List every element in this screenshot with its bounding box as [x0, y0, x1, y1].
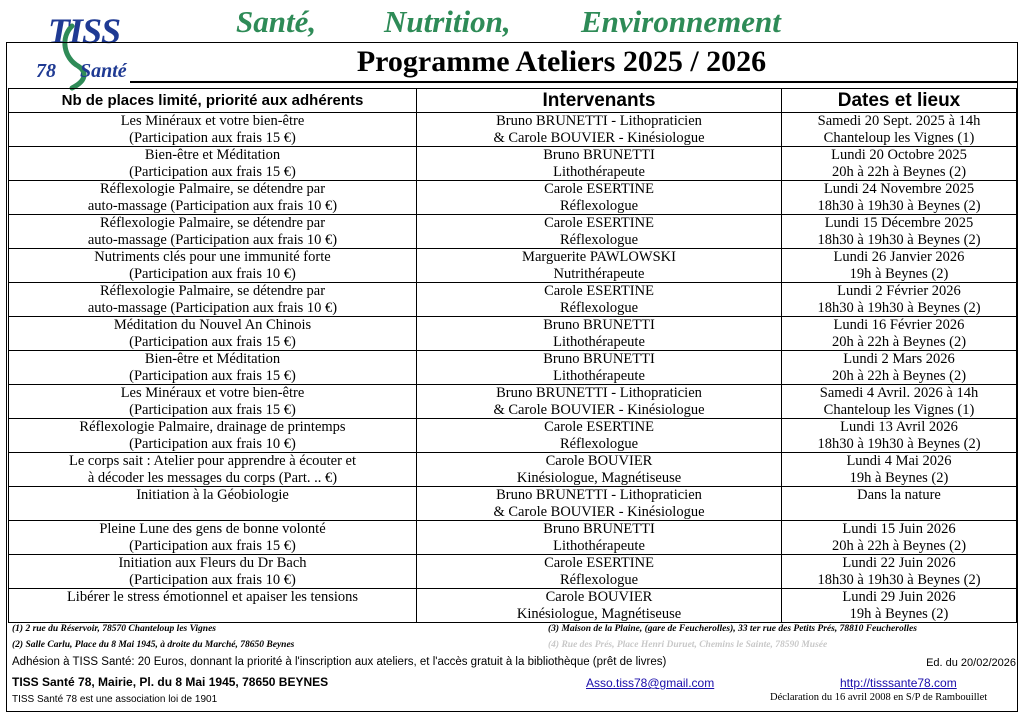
atelier-cell-line: Pleine Lune des gens de bonne volonté — [99, 521, 326, 537]
date-cell-line: 19h à Beynes (2) — [849, 469, 949, 486]
intervenant-cell-line: Nutrithérapeute — [553, 265, 645, 282]
table-row — [9, 453, 1017, 487]
intervenant-cell-line: Carole ESERTINE — [544, 283, 654, 299]
date-cell-line: Chanteloup les Vignes (1) — [823, 401, 975, 418]
intervenant-cell — [417, 283, 782, 317]
atelier-cell-line: (Participation aux frais 10 €) — [129, 571, 296, 588]
tagline — [236, 4, 836, 44]
atelier-cell — [9, 555, 417, 589]
atelier-cell — [9, 453, 417, 487]
intervenant-cell-line: Réflexologue — [559, 571, 639, 588]
date-cell — [782, 419, 1017, 453]
table-row — [9, 351, 1017, 385]
atelier-cell-line: Les Minéraux et votre bien-être — [120, 113, 305, 129]
atelier-cell-line: Initiation aux Fleurs du Dr Bach — [118, 555, 307, 571]
date-cell — [782, 113, 1017, 147]
atelier-cell-line: Réflexologie Palmaire, se détendre par — [99, 181, 326, 197]
date-cell — [782, 385, 1017, 419]
intervenant-cell-line: Lithothérapeute — [553, 367, 645, 384]
intervenant-cell-line: Carole ESERTINE — [544, 419, 654, 435]
table-row — [9, 147, 1017, 181]
atelier-cell-line: Réflexologie Palmaire, se détendre par — [99, 283, 326, 299]
intervenant-cell-line: & Carole BOUVIER - Kinésiologue — [493, 503, 705, 520]
date-cell — [782, 453, 1017, 487]
date-cell-line: 20h à 22h à Beynes (2) — [831, 367, 967, 384]
table-row — [9, 215, 1017, 249]
date-cell — [782, 181, 1017, 215]
intervenant-cell-line: Réflexologue — [559, 231, 639, 248]
date-cell-line: Lundi 22 Juin 2026 — [842, 555, 956, 571]
atelier-cell — [9, 589, 417, 623]
date-cell-line: Lundi 15 Décembre 2025 — [824, 215, 974, 231]
atelier-cell-line: Bien-être et Méditation — [144, 351, 281, 367]
atelier-cell-line: auto-massage (Participation aux frais 10 €) — [87, 299, 338, 316]
atelier-cell — [9, 181, 417, 215]
intervenant-cell-line: Carole ESERTINE — [544, 555, 654, 571]
intervenant-cell — [417, 385, 782, 419]
atelier-cell-line: Le corps sait : Atelier pour apprendre à écouter et — [68, 453, 357, 469]
logo-sante-text: Santé — [80, 60, 127, 82]
intervenant-cell — [417, 113, 782, 147]
date-cell-line: Chanteloup les Vignes (1) — [823, 129, 975, 146]
atelier-cell-line: Les Minéraux et votre bien-être — [120, 385, 305, 401]
intervenant-cell-line: Bruno BRUNETTI - Lithopraticien — [496, 385, 702, 401]
intervenant-cell-line: Lithothérapeute — [553, 163, 645, 180]
table-row — [9, 283, 1017, 317]
intervenant-cell — [417, 249, 782, 283]
footnote-4: (4) Rue des Prés, Place Henri Duruet, Chemins le Sainte, 78590 Musée — [548, 640, 828, 650]
date-cell — [782, 351, 1017, 385]
atelier-cell-line: (Participation aux frais 15 €) — [129, 333, 296, 350]
atelier-cell-line: (Participation aux frais 10 €) — [129, 265, 296, 282]
website-link[interactable]: http://tisssante78.com — [840, 676, 957, 690]
atelier-cell-line: Libérer le stress émotionnel et apaiser les tensions — [66, 589, 359, 605]
date-cell-line: 20h à 22h à Beynes (2) — [831, 537, 967, 554]
intervenant-cell-line: Carole ESERTINE — [544, 181, 654, 197]
atelier-cell-line: (Participation aux frais 15 €) — [129, 163, 296, 180]
tagline-word-nutrition: Nutrition, — [384, 4, 511, 39]
intervenant-cell — [417, 453, 782, 487]
footnote-1: (1) 2 rue du Réservoir, 78570 Chanteloup les Vignes — [12, 624, 217, 634]
date-cell — [782, 283, 1017, 317]
intervenant-cell-line: Carole ESERTINE — [544, 215, 654, 231]
intervenant-cell-line: Bruno BRUNETTI - Lithopraticien — [496, 113, 702, 129]
date-cell-line: 18h30 à 19h30 à Beynes (2) — [817, 435, 981, 452]
atelier-cell-line: Réflexologie Palmaire, se détendre par — [99, 215, 326, 231]
atelier-cell — [9, 351, 417, 385]
date-cell-line: 19h à Beynes (2) — [849, 265, 949, 282]
date-cell — [782, 589, 1017, 623]
date-cell — [782, 215, 1017, 249]
atelier-cell-line: auto-massage (Participation aux frais 10 €) — [87, 231, 338, 248]
date-cell-line: 20h à 22h à Beynes (2) — [831, 163, 967, 180]
footnote-2: (2) Salle Carlu, Place du 8 Mai 1945, à droite du Marché, 78650 Beynes — [12, 640, 295, 650]
date-cell-line: Lundi 16 Février 2026 — [833, 317, 965, 333]
atelier-cell-line: (Participation aux frais 15 €) — [129, 401, 296, 418]
date-cell-line: 18h30 à 19h30 à Beynes (2) — [817, 571, 981, 588]
logo-tiss-text: TISS — [48, 11, 121, 51]
atelier-cell-line: à décoder les messages du corps (Part. .. €) — [87, 469, 338, 486]
table-row — [9, 113, 1017, 147]
atelier-cell-line: Réflexologie Palmaire, drainage de printemps — [79, 419, 346, 435]
header-dates-lieux: Dates et lieux — [782, 89, 1017, 113]
atelier-cell-line: (Participation aux frais 10 €) — [129, 435, 296, 452]
date-cell-line: Lundi 13 Avril 2026 — [840, 419, 958, 435]
intervenant-cell — [417, 215, 782, 249]
date-cell-line: Lundi 2 Mars 2026 — [843, 351, 955, 367]
atelier-cell-line: (Participation aux frais 15 €) — [129, 537, 296, 554]
intervenant-cell — [417, 589, 782, 623]
atelier-cell-line: auto-massage (Participation aux frais 10 €) — [87, 197, 338, 214]
table-row — [9, 181, 1017, 215]
association-status: TISS Santé 78 est une association loi de 1901 — [12, 694, 218, 705]
edition-date: Ed. du 20/02/2026 — [926, 657, 1016, 669]
atelier-cell — [9, 249, 417, 283]
table-row — [9, 521, 1017, 555]
date-cell-line: 18h30 à 19h30 à Beynes (2) — [817, 197, 981, 214]
atelier-cell — [9, 385, 417, 419]
atelier-cell-line: Bien-être et Méditation — [144, 147, 281, 163]
date-cell — [782, 147, 1017, 181]
tagline-word-sante: Santé, — [236, 4, 317, 39]
atelier-cell-line: (Participation aux frais 15 €) — [129, 129, 296, 146]
intervenant-cell-line: Carole BOUVIER — [545, 589, 653, 605]
atelier-cell — [9, 147, 417, 181]
adhesion-text: Adhésion à TISS Santé: 20 Euros, donnant la priorité à l'inscription aux ateliers, et l'accès gratuit à la bibliothèque (prêt de livres) — [12, 656, 667, 668]
intervenant-cell-line: Bruno BRUNETTI — [543, 351, 655, 367]
intervenant-cell — [417, 419, 782, 453]
atelier-cell-line: (Participation aux frais 15 €) — [129, 367, 296, 384]
atelier-cell — [9, 317, 417, 351]
atelier-cell-line: Nutriments clés pour une immunité forte — [94, 249, 331, 265]
header-intervenants: Intervenants — [417, 89, 782, 113]
intervenant-cell — [417, 521, 782, 555]
table-row — [9, 589, 1017, 623]
intervenant-cell — [417, 487, 782, 521]
table-header-row — [9, 89, 1017, 113]
intervenant-cell — [417, 351, 782, 385]
page-title: Programme Ateliers 2025 / 2026 — [356, 45, 767, 78]
intervenant-cell — [417, 555, 782, 589]
date-cell-line: Lundi 24 Novembre 2025 — [823, 181, 975, 197]
date-cell — [782, 249, 1017, 283]
date-cell-line: Dans la nature — [857, 487, 941, 503]
date-cell-line: 20h à 22h à Beynes (2) — [831, 333, 967, 350]
date-cell-line: 18h30 à 19h30 à Beynes (2) — [817, 299, 981, 316]
email-link[interactable]: Asso.tiss78@gmail.com — [586, 676, 715, 690]
intervenant-cell-line: Kinésiologue, Magnétiseuse — [516, 605, 682, 622]
atelier-cell — [9, 215, 417, 249]
date-cell — [782, 521, 1017, 555]
intervenant-cell-line: Marguerite PAWLOWSKI — [522, 249, 676, 265]
date-cell-line: Lundi 15 Juin 2026 — [842, 521, 956, 537]
date-cell-line: Lundi 2 Février 2026 — [837, 283, 961, 299]
date-cell-line: Lundi 4 Mai 2026 — [846, 453, 952, 469]
table-row — [9, 249, 1017, 283]
intervenant-cell-line: & Carole BOUVIER - Kinésiologue — [493, 129, 705, 146]
table-row — [9, 419, 1017, 453]
date-cell-line: Lundi 26 Janvier 2026 — [833, 249, 965, 265]
intervenant-cell-line: Réflexologue — [559, 197, 639, 214]
table-row — [9, 487, 1017, 521]
intervenant-cell-line: Bruno BRUNETTI - Lithopraticien — [496, 487, 702, 503]
date-cell-line: Lundi 20 Octobre 2025 — [831, 147, 967, 163]
intervenant-cell-line: Kinésiologue, Magnétiseuse — [516, 469, 682, 486]
atelier-cell — [9, 283, 417, 317]
date-cell-line: 19h à Beynes (2) — [849, 605, 949, 622]
date-cell — [782, 487, 1017, 521]
footnote-3: (3) Maison de la Plaine, (gare de Feucherolles), 33 ter rue des Petits Prés, 78810 Feucherolles — [548, 624, 917, 634]
intervenant-cell-line: & Carole BOUVIER - Kinésiologue — [493, 401, 705, 418]
atelier-cell-line: Initiation à la Géobiologie — [136, 487, 289, 503]
date-cell — [782, 555, 1017, 589]
declaration-text: Déclaration du 16 avril 2008 en S/P de Rambouillet — [770, 692, 988, 703]
intervenant-cell — [417, 147, 782, 181]
title-box — [130, 43, 1018, 83]
table-row — [9, 555, 1017, 589]
intervenant-cell-line: Lithothérapeute — [553, 333, 645, 350]
intervenant-cell-line: Lithothérapeute — [553, 537, 645, 554]
intervenant-cell-line: Réflexologue — [559, 435, 639, 452]
intervenant-cell-line: Bruno BRUNETTI — [543, 147, 655, 163]
atelier-cell — [9, 487, 417, 521]
date-cell-line: 18h30 à 19h30 à Beynes (2) — [817, 231, 981, 248]
header-atelier: Nb de places limité, priorité aux adhérents — [9, 89, 417, 113]
date-cell — [782, 317, 1017, 351]
atelier-cell — [9, 419, 417, 453]
intervenant-cell-line: Réflexologue — [559, 299, 639, 316]
intervenant-cell-line: Carole BOUVIER — [545, 453, 653, 469]
intervenant-cell — [417, 317, 782, 351]
intervenant-cell-line: Bruno BRUNETTI — [543, 317, 655, 333]
date-cell-line: Lundi 29 Juin 2026 — [842, 589, 956, 605]
table-row — [9, 317, 1017, 351]
atelier-cell-line: Méditation du Nouvel An Chinois — [113, 317, 312, 333]
workshop-table — [8, 88, 1017, 623]
logo-number-text: 78 — [36, 60, 56, 82]
atelier-cell — [9, 521, 417, 555]
intervenant-cell-line: Bruno BRUNETTI — [543, 521, 655, 537]
intervenant-cell — [417, 181, 782, 215]
date-cell-line: Samedi 4 Avril. 2026 à 14h — [819, 385, 979, 401]
association-address: TISS Santé 78, Mairie, Pl. du 8 Mai 1945, 78650 BEYNES — [12, 675, 329, 689]
table-row — [9, 385, 1017, 419]
tagline-word-environnement: Environnement — [581, 4, 781, 39]
date-cell-line: Samedi 20 Sept. 2025 à 14h — [817, 113, 981, 129]
atelier-cell — [9, 113, 417, 147]
